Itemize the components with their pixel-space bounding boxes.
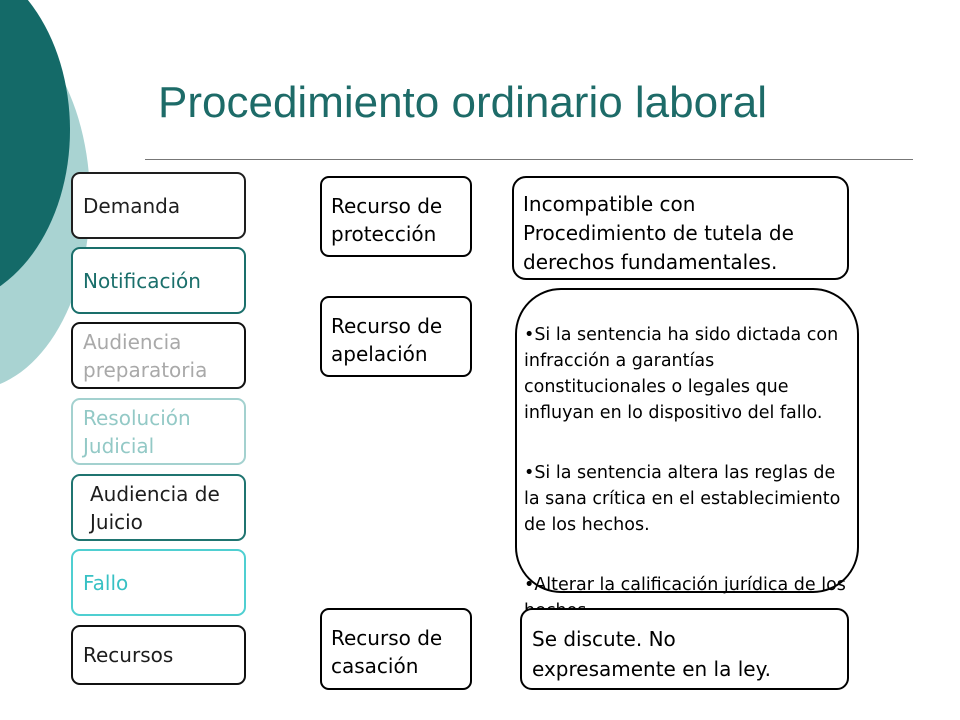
recurso-casacion-box: Recurso de casación (320, 608, 472, 690)
step-notificacion (71, 247, 246, 314)
step-label: Audiencia de Juicio (90, 481, 220, 534)
apelacion-causales (515, 288, 859, 593)
step-label: Notificación (83, 268, 201, 293)
recurso-proteccion-box: Recurso de protección (320, 176, 472, 257)
step-label: Resolución Judicial (83, 405, 191, 458)
step-resolucion-judicial (71, 398, 246, 465)
step-label: Recursos (83, 643, 174, 667)
proteccion-note: Incompatible con Procedimiento de tutela de derechos fundamentales. (512, 176, 849, 280)
causal-item: •Si la sentencia ha sido dictada con infracción a garantías constitucionales o legales que influyan en lo dispositivo del fallo. (524, 325, 839, 423)
step-audiencia-preparatoria (71, 322, 246, 389)
casacion-note: Se discute. No expresamente en la ley. (520, 608, 849, 690)
slide-title: Procedimiento ordinario laboral (158, 78, 767, 127)
recurso-apelacion-box: Recurso de apelación (320, 296, 472, 377)
step-label: Demanda (83, 193, 181, 218)
step-fallo (71, 549, 246, 616)
step-label: Audiencia preparatoria (83, 329, 208, 382)
causal-item: •Si la sentencia altera las reglas de la sana crítica en el establecimiento de los hechos. (524, 463, 841, 535)
causal-item: •Alterar la calificación jurídica de los (524, 575, 846, 595)
step-demanda (71, 172, 246, 239)
step-label: Fallo (83, 570, 129, 595)
step-audiencia-de-juicio (71, 474, 246, 541)
step-recursos (71, 625, 246, 685)
title-divider (145, 159, 913, 160)
